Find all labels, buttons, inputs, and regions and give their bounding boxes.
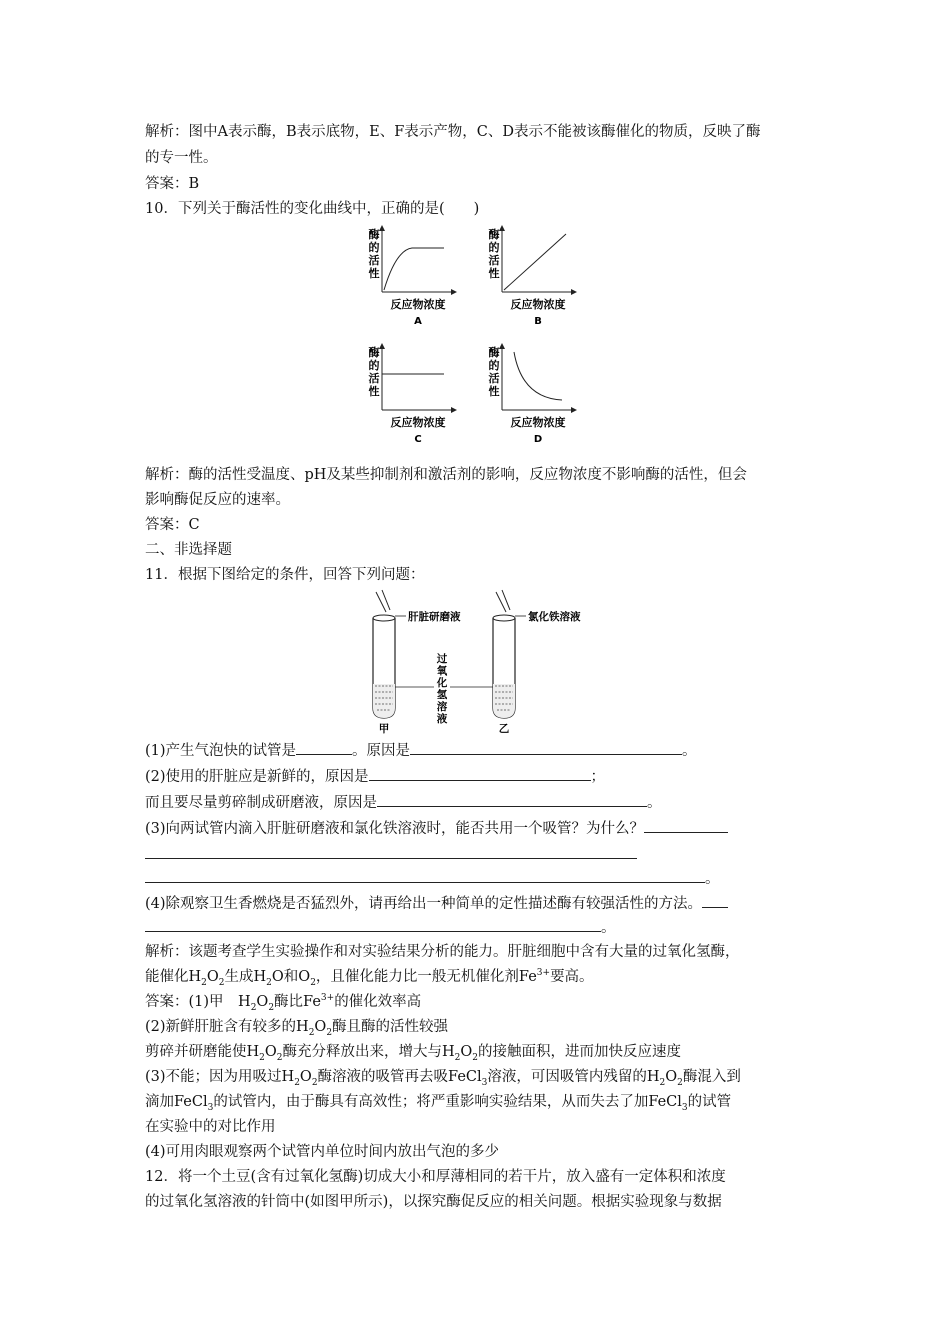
- middle-solution-label: [436, 652, 448, 725]
- svg-text:过: 过: [436, 653, 448, 665]
- panel-label-b: B: [534, 316, 542, 327]
- q10-analysis-line2: 影响酶促反应的速率。: [145, 492, 290, 508]
- q11-part4: (4)除观察卫生香燃烧是否猛烈外，请再给出一种简单的定性描述酶有较强活性的方法。: [145, 893, 728, 914]
- q11-answer-2a: (2)新鲜肝脏含有较多的$H_2O_2$酶且酶的活性较强: [145, 1019, 449, 1038]
- svg-text:酶: 酶: [488, 346, 500, 359]
- q10-answer: 答案：C: [145, 517, 200, 533]
- answer-blank[interactable]: [145, 868, 705, 883]
- q11-part3-line2: [145, 844, 637, 865]
- svg-text:的: 的: [488, 359, 500, 372]
- panel-label-c: C: [414, 434, 422, 445]
- answer-blank[interactable]: [644, 818, 728, 833]
- panel-d: [489, 344, 577, 445]
- q11-part3-line3: 。: [145, 868, 720, 889]
- answer-blank[interactable]: [369, 766, 591, 781]
- q12-stem-line1: 12．将一个土豆(含有过氧化氢酶)切成大小和厚薄相同的若干片，放入盛有一定体积和浓度: [145, 1169, 726, 1185]
- svg-text:反应物浓度: 反应物浓度: [390, 298, 446, 311]
- svg-text:反应物浓度: 反应物浓度: [390, 416, 446, 429]
- q11-part2b: 而且要尽量剪碎制成研磨液，原因是 。: [145, 792, 662, 813]
- panel-b: [489, 226, 577, 327]
- svg-text:的: 的: [488, 241, 500, 254]
- tube-right: [493, 590, 581, 735]
- panel-c: [369, 344, 457, 445]
- answer-blank[interactable]: [145, 844, 637, 859]
- q11-answer-4: (4)可用肉眼观察两个试管内单位时间内放出气泡的多少: [145, 1144, 500, 1160]
- svg-text:液: 液: [436, 713, 448, 725]
- q11-analysis-line2: 能催化$H_2O_2$生成$H_2O$和$O_2$，且催化能力比一般无机催化剂$Fe^{3+}$要高。: [145, 968, 594, 988]
- q11-part1: (1)产生气泡快的试管是 。原因是 。: [145, 740, 697, 761]
- q11-part3: (3)向两试管内滴入肝脏研磨液和氯化铁溶液时，能否共用一个吸管？为什么？: [145, 818, 728, 839]
- q10-stem: 10．下列关于酶活性的变化曲线中，正确的是( ): [145, 201, 480, 217]
- section-heading: 二、非选择题: [145, 542, 232, 558]
- q11-analysis-line1: 解析：该题考查学生实验操作和对实验结果分析的能力。肝脏细胞中含有大量的过氧化氢酶，: [145, 944, 740, 960]
- svg-text:化: 化: [436, 677, 448, 689]
- curve-b: [504, 234, 566, 290]
- answer-blank[interactable]: [296, 740, 352, 755]
- q11-answer-1: 答案：(1)甲 $H_2O_2$酶比$Fe^{3+}$的催化效率高: [145, 993, 422, 1013]
- svg-text:酶: 酶: [368, 228, 380, 241]
- panel-label-a: A: [414, 316, 422, 327]
- tube-left: [373, 590, 461, 735]
- svg-text:氧: 氧: [436, 665, 448, 677]
- q11-test-tube-figure: [362, 588, 602, 736]
- svg-text:活: 活: [368, 372, 380, 385]
- svg-text:活: 活: [488, 372, 500, 385]
- q12-stem-line2: 的过氧化氢溶液的针筒中(如图甲所示)，以探究酶促反应的相关问题。根据实验现象与数据: [145, 1194, 722, 1210]
- q9-analysis-line2: 的专一性。: [145, 150, 218, 166]
- svg-text:反应物浓度: 反应物浓度: [510, 416, 566, 429]
- answer-blank[interactable]: [702, 893, 728, 908]
- q11-answer-2b: 剪碎并研磨能使$H_2O_2$酶充分释放出来，增大与$H_2O_2$的接触面积，进而加快反应速度: [145, 1044, 682, 1063]
- q9-analysis-line1: 解析：图中A表示酶，B表示底物，E、F表示产物，C、D表示不能被该酶催化的物质，反映了酶: [145, 124, 761, 140]
- q11-answer-3c: 在实验中的对比作用: [145, 1119, 276, 1135]
- svg-text:溶: 溶: [436, 701, 448, 713]
- right-reagent-label: 氯化铁溶液: [528, 611, 581, 623]
- svg-text:性: 性: [368, 267, 380, 280]
- svg-text:的: 的: [368, 241, 380, 254]
- svg-text:性: 性: [488, 267, 500, 280]
- panel-a: [369, 226, 457, 327]
- curve-d: [514, 352, 562, 400]
- svg-text:的: 的: [368, 359, 380, 372]
- svg-text:氢: 氢: [436, 689, 448, 701]
- q11-part2a: (2)使用的肝脏应是新鲜的，原因是 ；: [145, 766, 605, 787]
- q11-answer-3b: 滴加FeCl$_3$的试管内，由于酶具有高效性；将严重影响实验结果，从而失去了加FeCl$_3$的试管: [145, 1094, 732, 1113]
- q11-part4-line2: 。: [145, 917, 616, 938]
- q11-answer-3a: (3)不能；因为用吸过$H_2O_2$酶溶液的吸管再去吸FeCl$_3$溶液，可因吸管内残留的$H_2O_2$酶混入到: [145, 1069, 741, 1088]
- q10-curves-figure: [360, 222, 590, 454]
- svg-text:性: 性: [488, 385, 500, 398]
- q10-analysis-line1: 解析：酶的活性受温度、pH及某些抑制剂和激活剂的影响，反应物浓度不影响酶的活性，但会: [145, 467, 747, 483]
- svg-text:反应物浓度: 反应物浓度: [510, 298, 566, 311]
- svg-text:酶: 酶: [488, 228, 500, 241]
- left-reagent-label: 肝脏研磨液: [408, 611, 461, 623]
- svg-text:酶: 酶: [368, 346, 380, 359]
- answer-blank[interactable]: [377, 792, 647, 807]
- tube-label-right: 乙: [498, 723, 510, 735]
- svg-text:活: 活: [368, 254, 380, 267]
- answer-blank[interactable]: [410, 740, 682, 755]
- curve-a: [384, 248, 444, 290]
- q11-stem: 11．根据下图给定的条件，回答下列问题：: [145, 567, 425, 583]
- q9-answer: 答案：B: [145, 176, 200, 192]
- tube-label-left: 甲: [378, 723, 390, 735]
- answer-blank[interactable]: [145, 917, 601, 932]
- svg-text:活: 活: [488, 254, 500, 267]
- svg-text:性: 性: [368, 385, 380, 398]
- panel-label-d: D: [533, 434, 543, 445]
